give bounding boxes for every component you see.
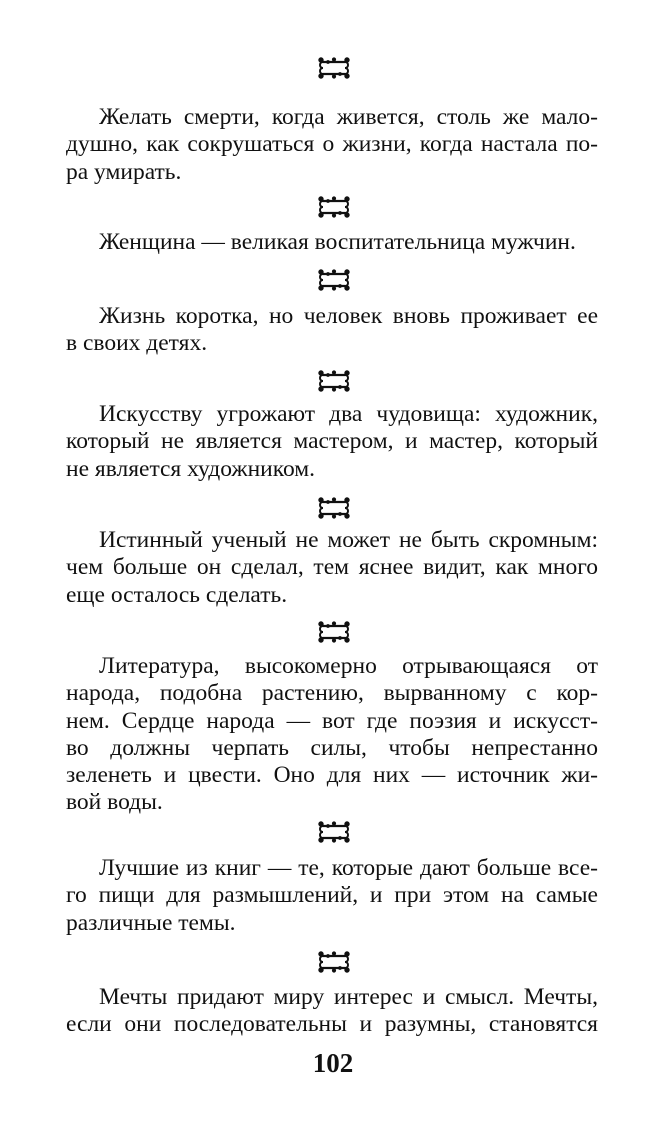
ornament-icon bbox=[315, 369, 353, 393]
text-line: Желать смерти, когда живется, столь же мало- bbox=[99, 104, 598, 130]
aphorism-paragraph bbox=[66, 653, 598, 817]
aphorism-paragraph bbox=[66, 855, 598, 937]
aphorism-paragraph bbox=[66, 984, 598, 1039]
text-line: в своих детях. bbox=[66, 330, 208, 357]
text-line: ра умирать. bbox=[66, 158, 182, 185]
ornament-icon bbox=[315, 620, 353, 644]
ornament-icon bbox=[315, 820, 353, 844]
text-line: Женщина — великая воспитательница мужчин. bbox=[99, 229, 576, 255]
aphorism-paragraph bbox=[66, 104, 598, 186]
text-line: не является художником. bbox=[66, 455, 316, 482]
text-line: который не является мастером, и мастер, который bbox=[66, 428, 598, 455]
text-line: еще осталось сделать. bbox=[66, 581, 288, 608]
text-line: Искусству угрожают два чудовища: художник, bbox=[99, 401, 598, 427]
text-line: различные темы. bbox=[66, 909, 236, 936]
aphorism-paragraph bbox=[66, 527, 598, 609]
ornament-icon bbox=[315, 950, 353, 974]
text-line: Мечты придают миру интерес и смысл. Мечты, bbox=[99, 984, 598, 1010]
text-line: Лучшие из книг — те, которые дают больше все- bbox=[99, 855, 598, 881]
text-line: народа, подобна растению, вырванному с кор- bbox=[66, 680, 598, 707]
text-line: Истинный ученый не может не быть скромным: bbox=[99, 527, 598, 553]
text-line: чем больше он сделал, тем яснее видит, как много bbox=[66, 554, 598, 581]
text-line: душно, как сокрушаться о жизни, когда настала по- bbox=[66, 131, 598, 158]
aphorism-paragraph bbox=[66, 401, 598, 483]
text-line: Жизнь коротка, но человек вновь проживает ее bbox=[99, 303, 598, 329]
text-line: го пищи для размышлений, и при этом на самые bbox=[66, 882, 598, 909]
text-line: во должны черпать силы, чтобы непрестанно bbox=[66, 734, 598, 761]
ornament-icon bbox=[315, 496, 353, 520]
ornament-icon bbox=[315, 268, 353, 292]
text-line: Литература, высокомерно отрывающаяся от bbox=[99, 653, 598, 679]
text-line: зеленеть и цвести. Оно для них — источник жи- bbox=[66, 762, 598, 789]
ornament-icon bbox=[315, 56, 353, 80]
ornament-icon bbox=[315, 195, 353, 219]
text-line: вой воды. bbox=[66, 789, 163, 816]
text-line: если они последовательны и разумны, становятся bbox=[66, 1011, 598, 1038]
aphorism-paragraph bbox=[66, 303, 598, 358]
text-line: нем. Сердце народа — вот где поэзия и искусст- bbox=[66, 707, 598, 734]
aphorism-paragraph bbox=[66, 229, 598, 256]
page-number: 102 bbox=[312, 1048, 354, 1078]
